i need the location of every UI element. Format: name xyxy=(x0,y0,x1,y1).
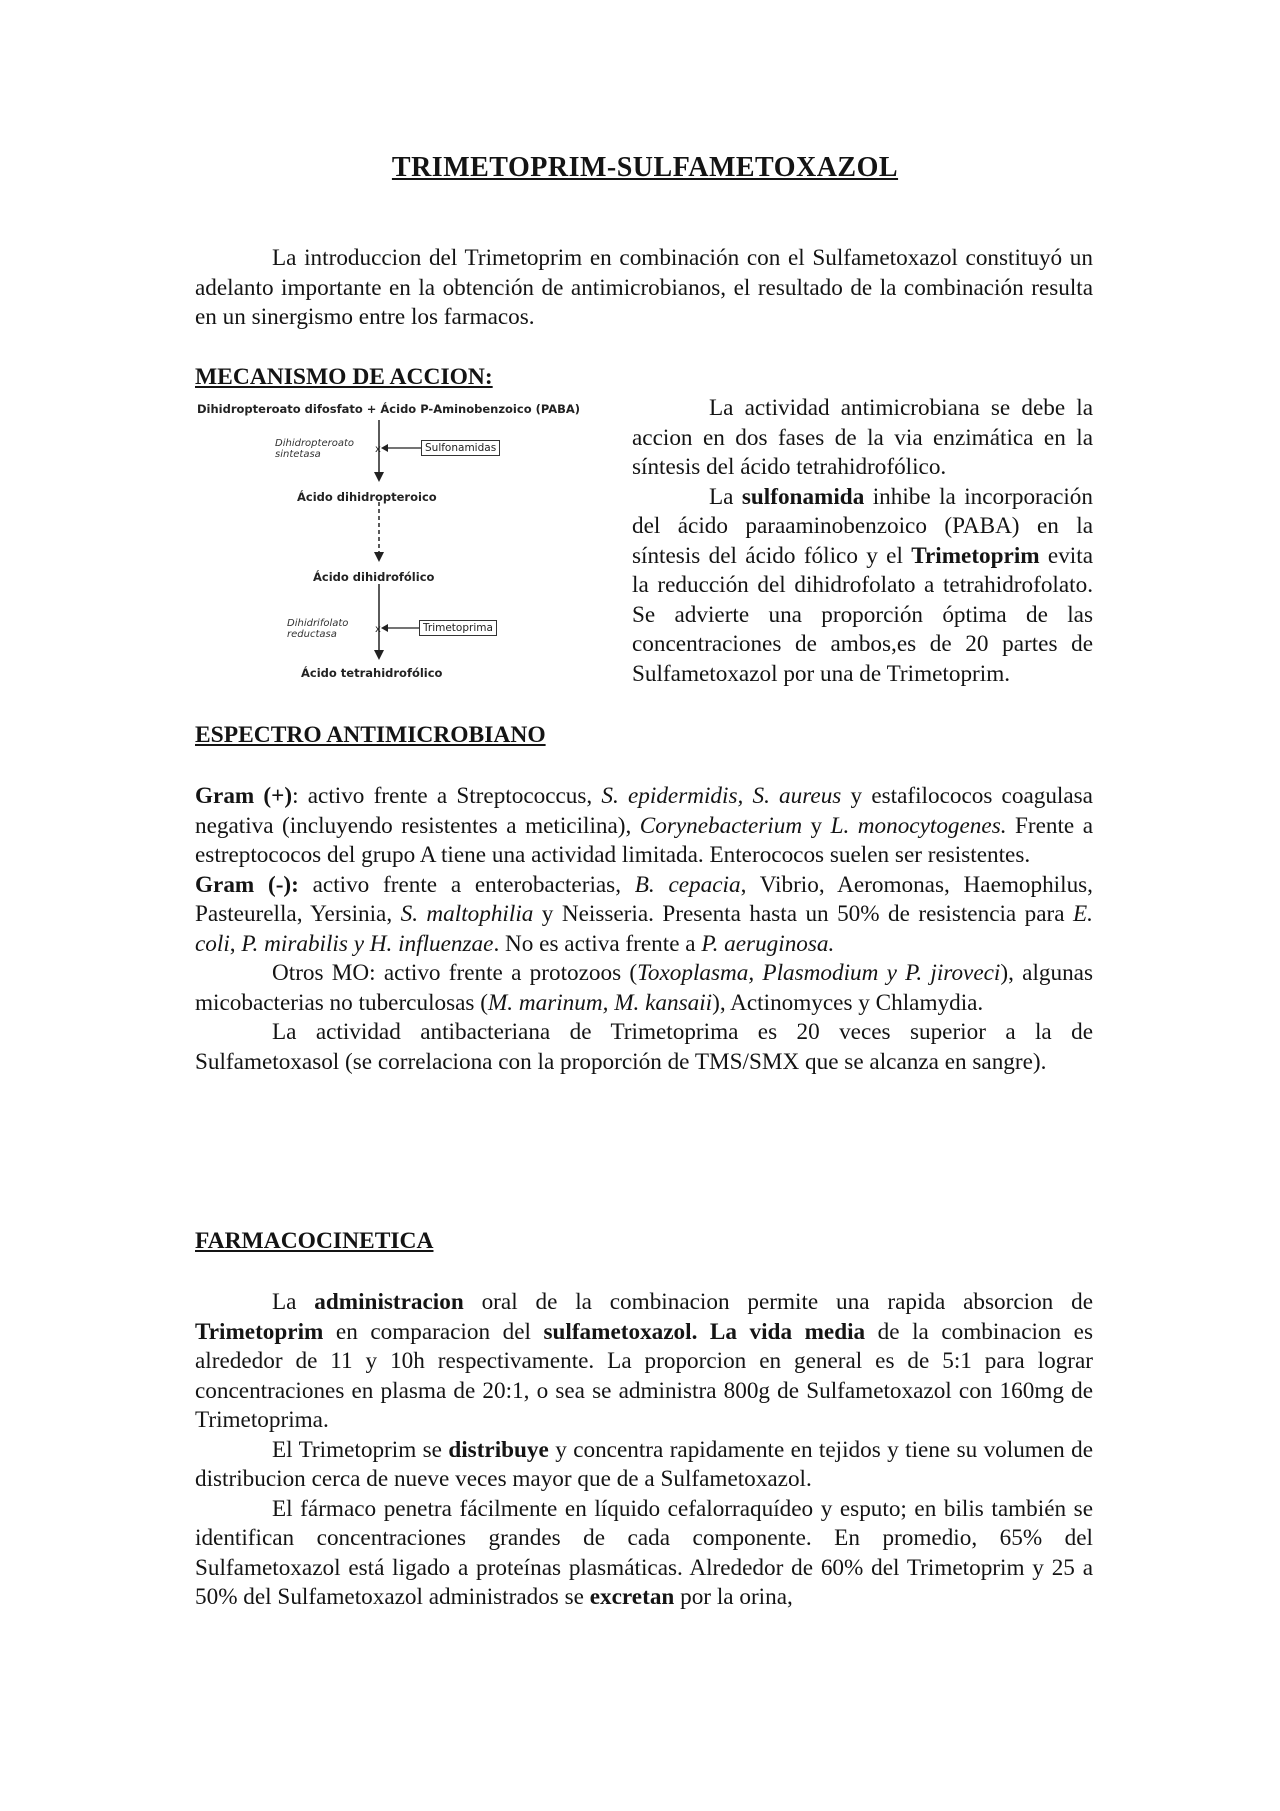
heading-espectro: ESPECTRO ANTIMICROBIANO xyxy=(195,722,546,748)
diagram-product2: Ácido dihidrofólico xyxy=(313,570,435,584)
espectro-text xyxy=(195,782,1093,1077)
farmaco-text xyxy=(195,1288,1093,1613)
diagram-arrows xyxy=(195,402,605,696)
svg-text:x: x xyxy=(375,444,381,455)
farmaco-paragraph-1: La administracion oral de la combinacion permite una rapida absorcion de Trimetoprim en comparacion del sulfametoxazol. La vida media de la combinacion es alrededor de 11 y 10h respectivamente. La proporcion en general es de 5:1 para lograr concentraciones en plasma de 20:1, o sea se administra 800g de Sulfametoxazol con 160mg de Trimetoprima. xyxy=(195,1289,1093,1433)
heading-farmacocinetica: FARMACOCINETICA xyxy=(195,1228,434,1254)
diagram-inhibitor1: Sulfonamidas xyxy=(421,440,500,456)
mechanism-diagram xyxy=(195,402,605,696)
diagram-inhibitor2: Trimetoprima xyxy=(419,620,497,636)
gram-negative-paragraph: Gram (-): activo frente a enterobacterias, B. cepacia, Vibrio, Aeromonas, Haemophilus, Pasteurella, Yersinia, S. maltophilia y Neisseria. Presenta hasta un 50% de resistencia para E. coli, P. mirabilis y H. influenzae. No es activa frente a P. aeruginosa. xyxy=(195,871,1093,957)
farmaco-paragraph-3: El fármaco penetra fácilmente en líquido cefalorraquídeo y esputo; en bilis también se identifican concentraciones grandes de cada componente. En promedio, 65% del Sulfametoxazol está ligado a proteínas plasmáticas. Alrededor de 60% del Trimetoprim y 25 a 50% del Sulfametoxazol administrados se excretan por la orina, xyxy=(195,1495,1093,1610)
svg-text:x: x xyxy=(375,624,381,635)
heading-mecanismo: MECANISMO DE ACCION: xyxy=(195,364,493,390)
otros-paragraph: Otros MO: activo frente a protozoos (Toxoplasma, Plasmodium y P. jiroveci), algunas micobacterias no tuberculosas (M. marinum, M. kansaii), Actinomyces y Chlamydia. xyxy=(195,960,1093,1016)
diagram-product1: Ácido dihidropteroico xyxy=(297,490,437,504)
intro-paragraph: La introduccion del Trimetoprim en combinación con el Sulfametoxazol constituyó un adelanto importante en la obtención de antimicrobianos, el resultado de la combinación resulta en un sinergismo entre los farmacos. xyxy=(195,245,1093,330)
actividad-paragraph: La actividad antibacteriana de Trimetoprima es 20 veces superior a la de Sulfametoxasol (se correlaciona con la proporción de TMS/SMX que se alcanza en sangre). xyxy=(195,1019,1093,1075)
diagram-top-label: Dihidropteroato difosfato + Ácido P-Aminobenzoico (PABA) xyxy=(197,402,581,416)
mecanismo-text xyxy=(632,394,1093,689)
mecanismo-paragraph-2: La sulfonamida inhibe la incorporación del ácido paraaminobenzoico (PABA) en la síntesis del ácido fólico y el Trimetoprim evita la reducción del dihidrofolato a tetrahidrofolato. Se advierte una proporción óptima de las concentraciones de ambos,es de 20 partes de Sulfametoxazol por una de Trimetoprim. xyxy=(632,483,1093,687)
diagram-enzyme2: Dihidrifolato reductasa xyxy=(287,618,349,640)
farmaco-paragraph-2: El Trimetoprim se distribuye y concentra rapidamente en tejidos y tiene su volumen de distribucion cerca de nueve veces mayor que de a Sulfametoxazol. xyxy=(195,1436,1093,1492)
mecanismo-paragraph-1: La actividad antimicrobiana se debe la accion en dos fases de la via enzimática en la síntesis del ácido tetrahidrofólico. xyxy=(632,395,1093,480)
document-title: TRIMETOPRIM-SULFAMETOXAZOL xyxy=(391,152,899,183)
diagram-enzyme1: Dihidropteroato sintetasa xyxy=(275,438,354,460)
diagram-product3: Ácido tetrahidrofólico xyxy=(301,666,443,680)
gram-positive-paragraph: Gram (+): activo frente a Streptococcus, S. epidermidis, S. aureus y estafilococos coagulasa negativa (incluyendo resistentes a meticilina), Corynebacterium y L. monocytogenes. Frente a estreptococos del grupo A tiene una actividad limitada. Enterococos suelen ser resistentes. xyxy=(195,783,1093,868)
